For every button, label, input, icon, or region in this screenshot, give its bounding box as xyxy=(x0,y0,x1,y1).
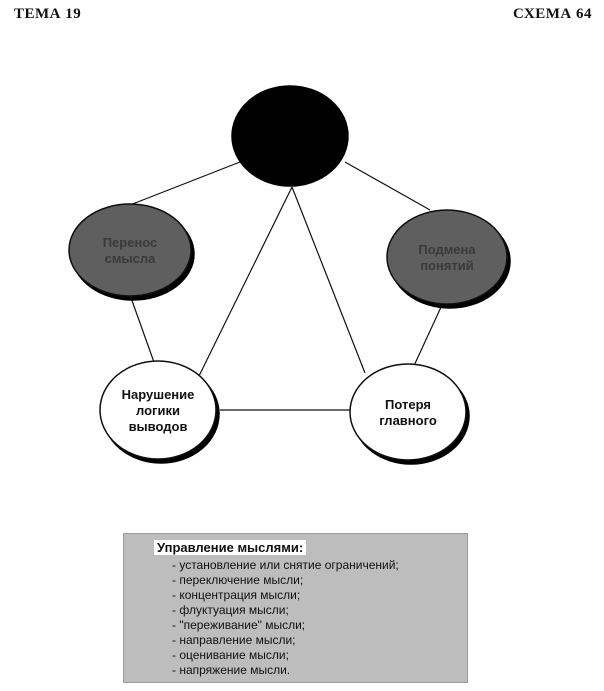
scheme-label: СХЕМА 64 xyxy=(512,6,592,22)
list-item: - "переживание" мысли; xyxy=(172,618,306,632)
node-top xyxy=(232,86,348,186)
node-label-line: смысла xyxy=(104,251,156,266)
connector-top-left xyxy=(130,162,240,205)
node-meaning-transfer xyxy=(69,204,191,296)
node-label-line: Нарушение xyxy=(121,387,195,402)
node-label-line: Подмена xyxy=(418,242,476,257)
node-logic-violation xyxy=(100,361,216,459)
node-label-line: главного xyxy=(379,413,437,428)
main-loss-label xyxy=(379,397,437,428)
list-item: - оценивание мысли; xyxy=(172,648,289,662)
node-label-line: выводов xyxy=(128,419,188,434)
thought-management-list xyxy=(172,558,399,678)
node-label-line: Потеря xyxy=(385,397,431,412)
list-item: - напряжение мысли. xyxy=(172,663,291,677)
node-label-line: Перенос xyxy=(102,235,158,250)
connector-top-right xyxy=(345,162,430,210)
topic-label: ТЕМА 19 xyxy=(14,6,82,22)
list-item: - переключение мысли; xyxy=(172,573,304,587)
thought-management-panel xyxy=(123,533,468,683)
meaning-transfer-label xyxy=(103,235,158,266)
list-item: - направление мысли; xyxy=(172,633,296,647)
node-label-line: логики xyxy=(136,403,180,418)
node-label-line: понятий xyxy=(420,258,474,273)
list-item: - установление или снятие ограничений; xyxy=(172,558,399,572)
list-item: - флуктуация мысли; xyxy=(172,603,289,617)
connector-top-bottomleft xyxy=(198,187,292,378)
connector-right-bottomright xyxy=(412,305,442,370)
node-main-loss xyxy=(350,364,466,460)
node-concept-substitution xyxy=(387,210,507,304)
connector-top-bottomright xyxy=(292,187,365,373)
panel-title: Управление мыслями: xyxy=(154,540,306,555)
concept-substitution-label xyxy=(418,242,476,273)
connector-left-bottomleft xyxy=(130,295,155,365)
list-item: - концентрация мысли; xyxy=(172,588,301,602)
